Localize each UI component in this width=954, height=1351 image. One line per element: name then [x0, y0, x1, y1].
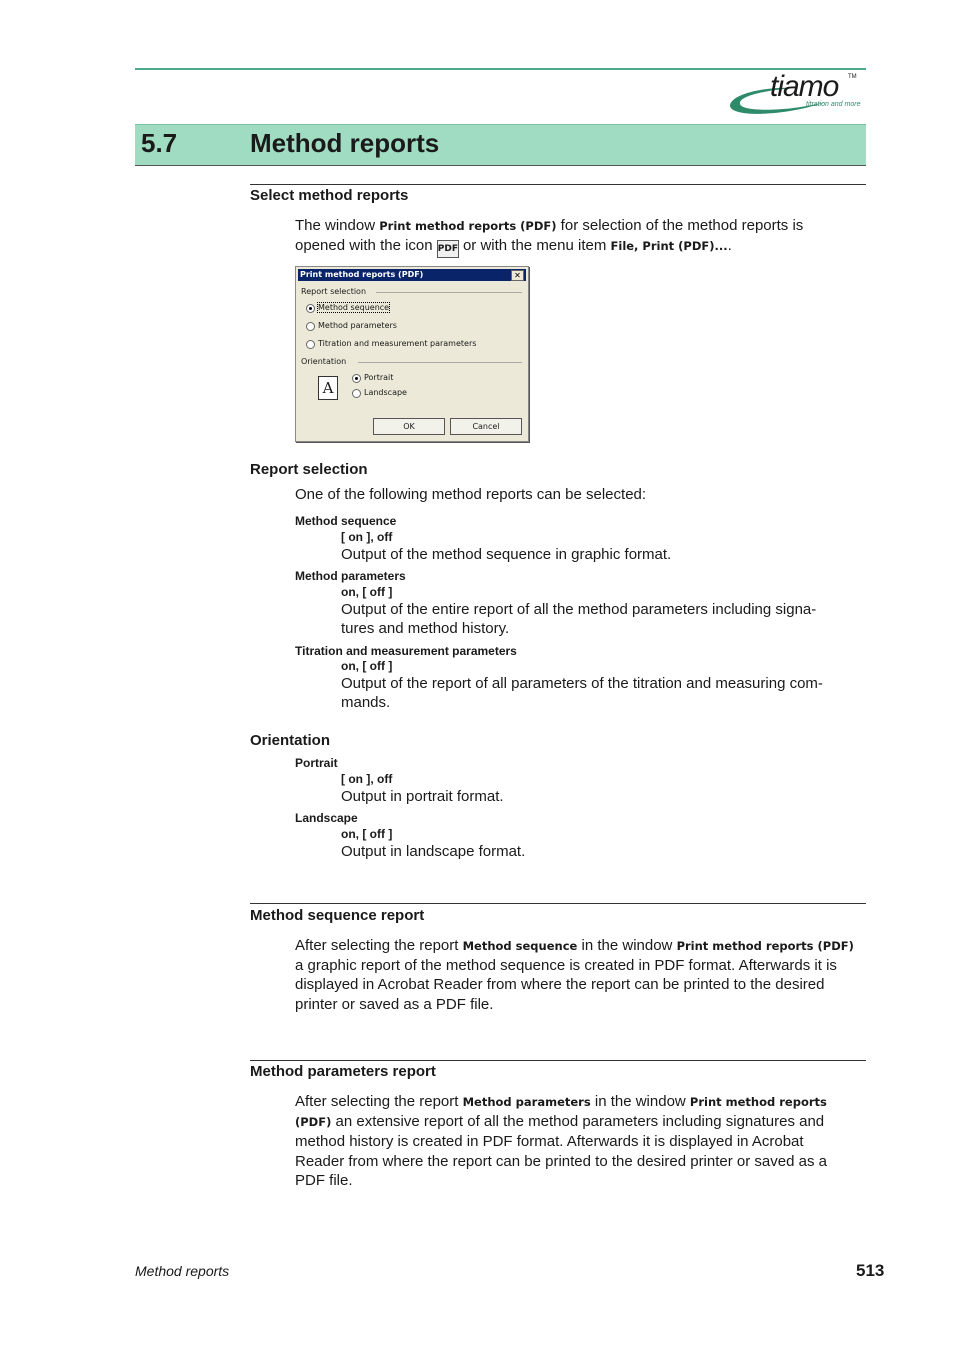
- subsection-rule: [250, 903, 866, 904]
- parameter-name: Landscape: [295, 811, 358, 825]
- subsection-heading: Method sequence report: [250, 907, 425, 924]
- footer-section-name: Method reports: [135, 1263, 230, 1279]
- portrait-page-icon: A: [318, 376, 338, 400]
- parameter-value: on, [ off ]: [341, 585, 393, 599]
- pdf-icon: PDF: [437, 240, 459, 258]
- text: opened with the icon: [295, 237, 437, 255]
- parameter-name: Portrait: [295, 756, 338, 770]
- parameter-value: [ on ], off: [341, 772, 393, 786]
- section-title: Method reports: [250, 128, 440, 158]
- parameter-name: Titration and measurement parameters: [295, 644, 517, 658]
- parameter-description: Output in portrait format.: [341, 788, 504, 805]
- text: Output of the report of all parameters of the titration and measuring com-: [341, 675, 823, 692]
- radio-selected-icon: [352, 374, 361, 383]
- radio-icon: [306, 340, 315, 349]
- section-number: 5.7: [141, 128, 178, 158]
- ui-term: Print method reports (PDF): [379, 219, 557, 233]
- ui-term: Print method reports: [689, 1095, 827, 1109]
- text: for selection of the method reports is: [556, 217, 804, 234]
- parameter-description: [341, 674, 861, 712]
- ui-term: Print method reports (PDF): [676, 939, 854, 953]
- radio-label: Portrait: [364, 373, 394, 382]
- parameter-value: [ on ], off: [341, 530, 393, 544]
- cancel-button[interactable]: Cancel: [450, 418, 522, 435]
- parameter-description: Output in landscape format.: [341, 843, 526, 860]
- text: Reader from where the report can be printed to the desired printer or saved as a: [295, 1152, 827, 1170]
- subsection-heading: Method parameters report: [250, 1063, 436, 1080]
- text: in the window: [577, 937, 677, 954]
- text: in the window: [590, 1093, 690, 1110]
- page-number: 513: [856, 1261, 885, 1280]
- header-rule: [135, 68, 866, 70]
- radio-icon: [352, 389, 361, 398]
- group-label-report: Report selection: [301, 287, 367, 296]
- text: or with the menu item: [458, 237, 611, 255]
- radio-label: Method sequence: [318, 303, 390, 312]
- subsection-rule: [250, 184, 866, 185]
- parameter-value: on, [ off ]: [341, 659, 393, 673]
- ok-button[interactable]: OK: [373, 418, 445, 435]
- group-divider: [358, 362, 522, 363]
- radio-label: Method parameters: [318, 321, 397, 330]
- ui-term: Method parameters: [462, 1095, 591, 1109]
- parameter-name: Method sequence: [295, 514, 397, 528]
- subsection-heading: Select method reports: [250, 187, 409, 204]
- radio-icon: [306, 322, 315, 331]
- ui-term: Method sequence: [462, 939, 578, 953]
- paragraph: [295, 1092, 865, 1190]
- text: printer or saved as a PDF file.: [295, 995, 494, 1013]
- text: mands.: [341, 694, 391, 712]
- text: tures and method history.: [341, 620, 510, 638]
- logo-word: tiamo: [770, 70, 839, 103]
- text: Output of the entire report of all the method parameters including signa-: [341, 601, 817, 618]
- text: displayed in Acrobat Reader from where the report can be printed to the desired: [295, 976, 825, 994]
- radio-label: Titration and measurement parameters: [318, 339, 477, 348]
- paragraph: [295, 936, 865, 1014]
- text: a graphic report of the method sequence is created in PDF format. Afterwards it is: [295, 957, 837, 975]
- parameter-value: on, [ off ]: [341, 827, 393, 841]
- paragraph: One of the following method reports can be selected:: [295, 486, 647, 503]
- menu-item-term: File, Print (PDF)...: [610, 239, 728, 254]
- radio-label: Landscape: [364, 388, 407, 397]
- subsection-heading: Orientation: [250, 732, 331, 749]
- print-dialog: [295, 266, 529, 442]
- dialog-titlebar: [298, 269, 526, 281]
- text: The window: [295, 217, 380, 234]
- ui-term: (PDF): [295, 1115, 332, 1130]
- text: After selecting the report: [295, 1093, 463, 1110]
- tiamo-logo: [726, 72, 868, 118]
- text: .: [727, 237, 732, 255]
- group-divider: [376, 292, 522, 293]
- text: After selecting the report: [295, 937, 463, 954]
- parameter-description: Output of the method sequence in graphic format.: [341, 546, 672, 563]
- text: method history is created in PDF format. Afterwards it is displayed in Acrobat: [295, 1133, 804, 1151]
- parameter-description: [341, 600, 861, 638]
- text: an extensive report of all the method parameters including signatures and: [331, 1113, 825, 1131]
- logo-trademark: TM: [848, 74, 857, 80]
- close-icon[interactable]: ✕: [511, 270, 524, 281]
- parameter-name: Method parameters: [295, 569, 406, 583]
- dialog-title: Print method reports (PDF): [300, 270, 424, 279]
- paragraph: [295, 216, 865, 258]
- subsection-rule: [250, 1060, 866, 1061]
- section-title-band: [135, 124, 866, 166]
- radio-selected-icon: [306, 304, 315, 313]
- text: PDF file.: [295, 1171, 353, 1189]
- subsection-heading: Report selection: [250, 461, 368, 478]
- logo-tagline: titration and more: [806, 101, 861, 108]
- group-label-orientation: Orientation: [301, 357, 347, 366]
